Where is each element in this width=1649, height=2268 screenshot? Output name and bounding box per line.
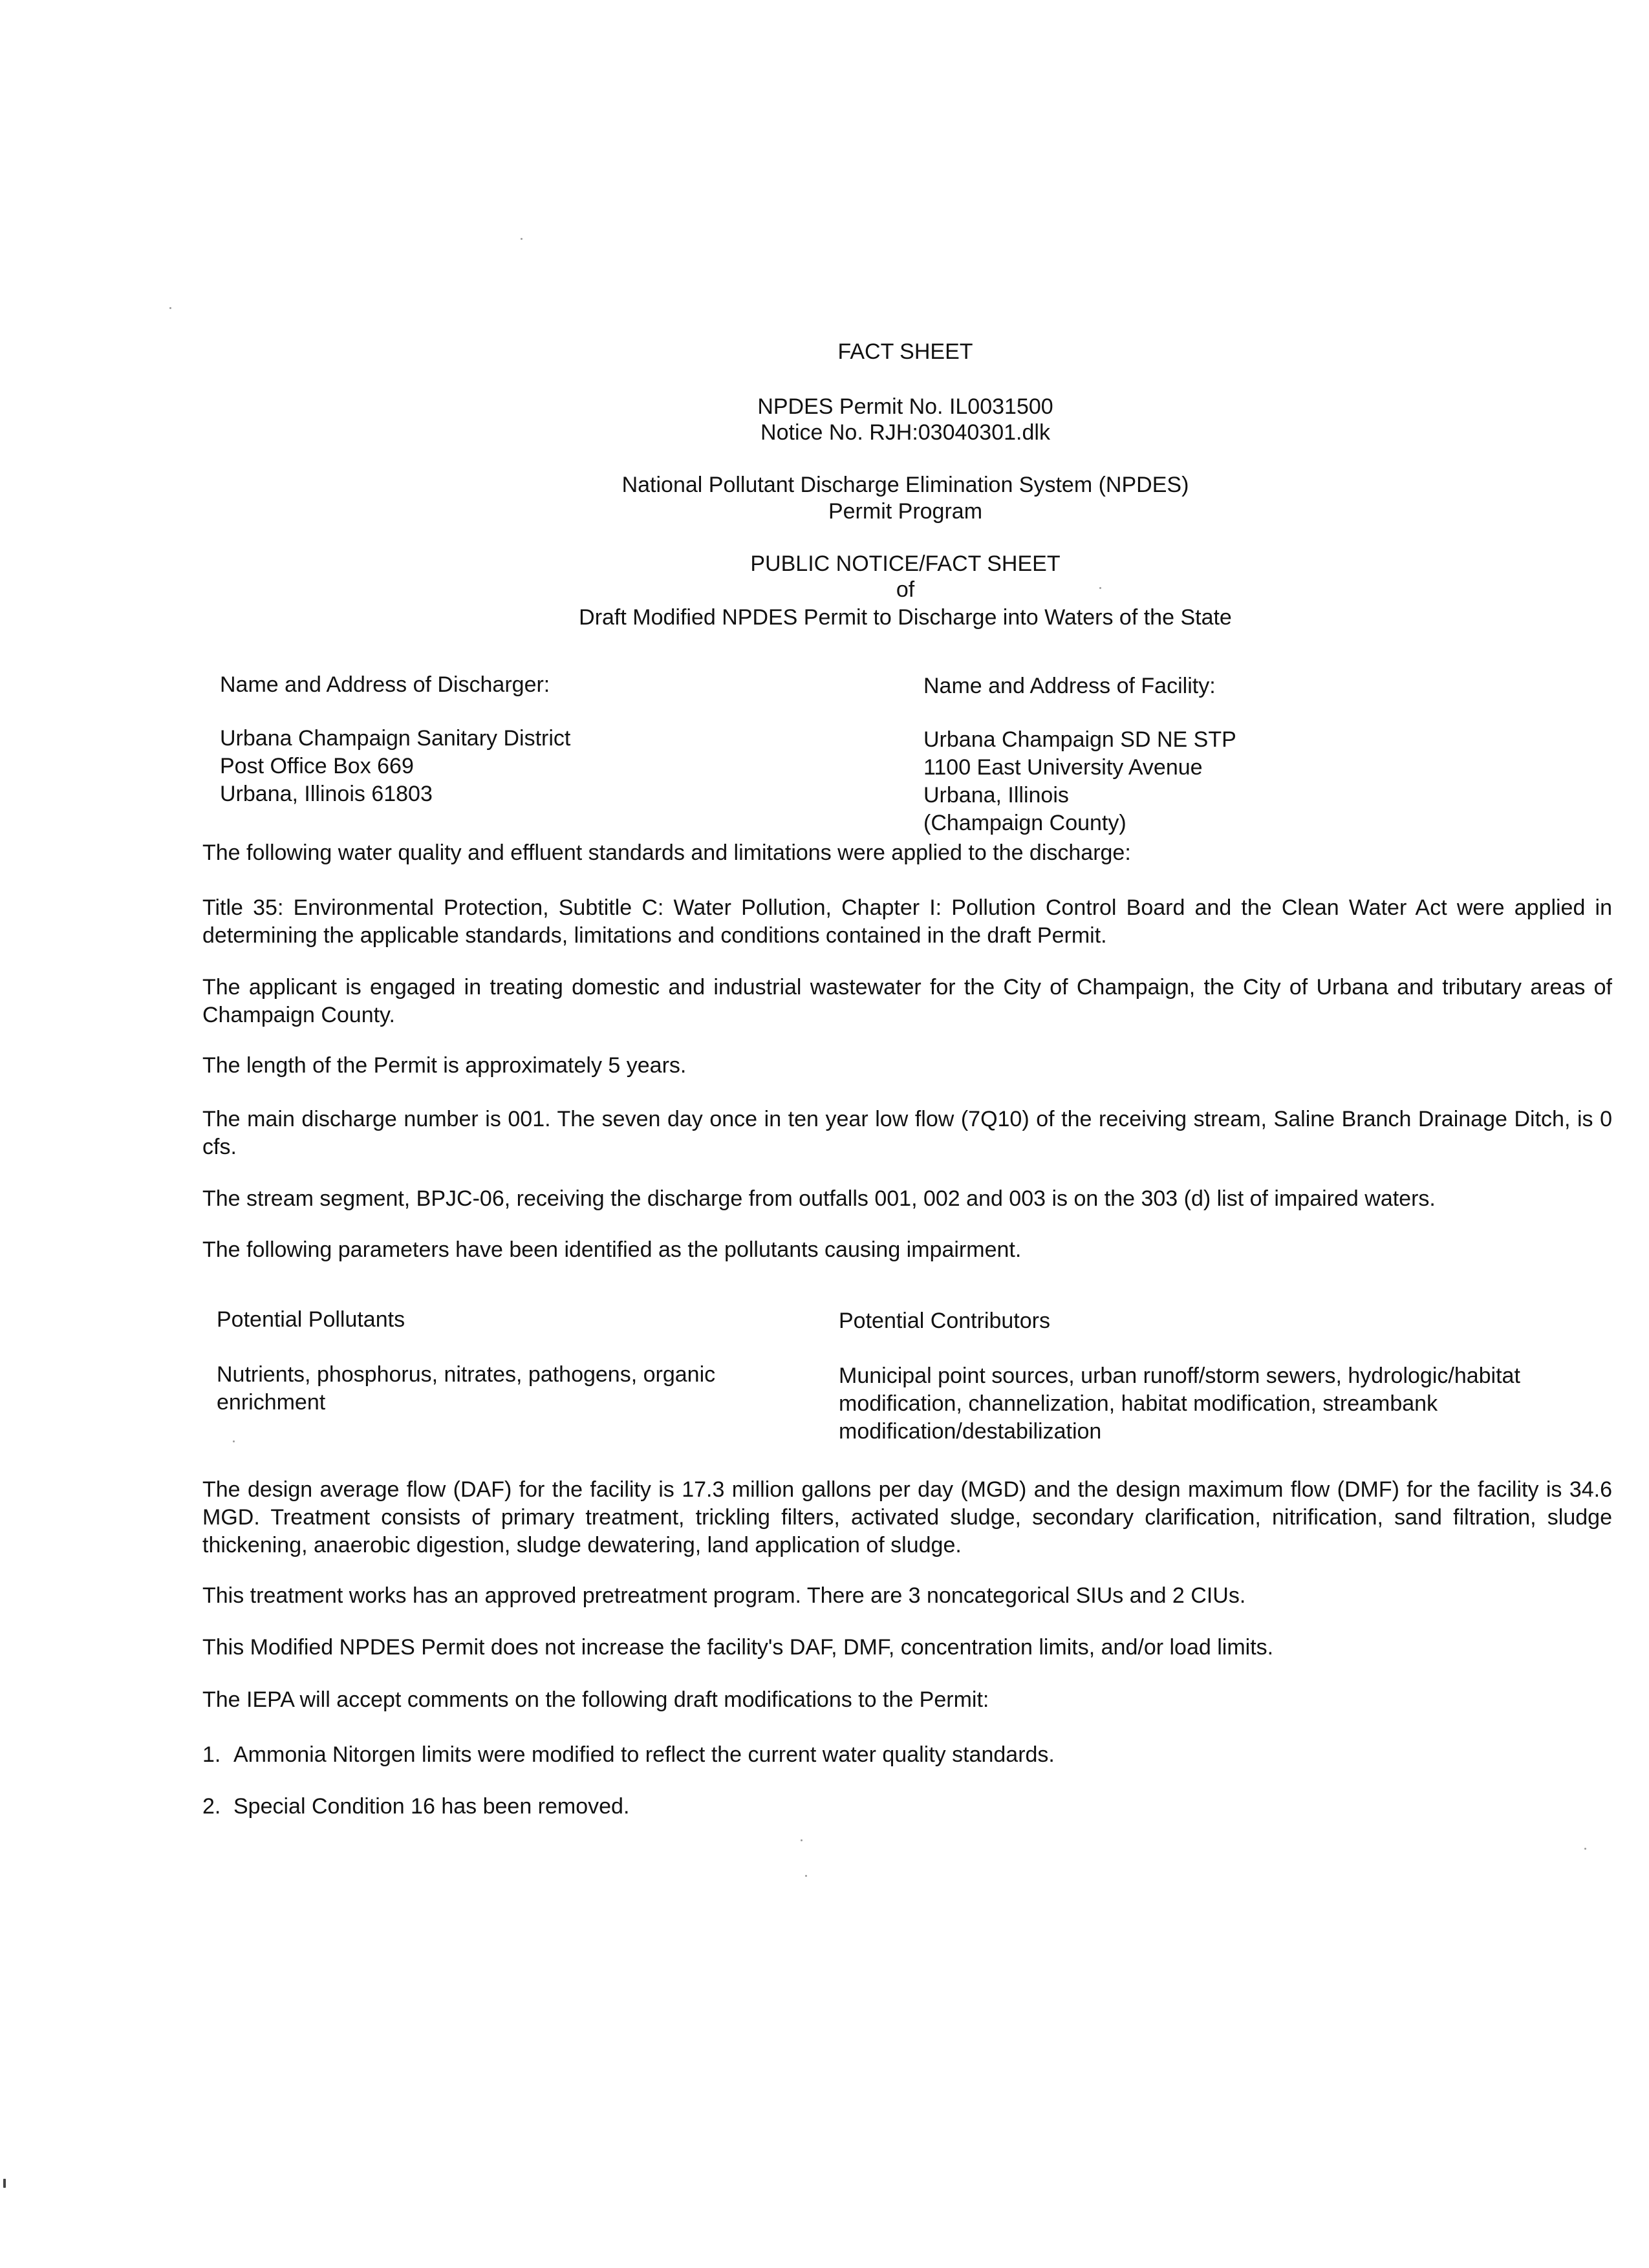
facility-name: Urbana Champaign SD NE STP — [923, 727, 1236, 752]
contributors-line: modification, channelization, habitat modification, streambank — [839, 1391, 1438, 1416]
scan-speck — [1099, 587, 1101, 589]
main-discharge-paragraph: The main discharge number is 001. The seven day once in ten year low flow (7Q10) of the receiving stream, Saline Branch Drainage Ditch, is 0 cfs. — [202, 1107, 1612, 1159]
permit-number: NPDES Permit No. IL0031500 — [757, 394, 1053, 419]
facility-street: 1100 East University Avenue — [923, 755, 1203, 780]
parameters-intro: The following parameters have been identified as the pollutants causing impairment. — [202, 1237, 1022, 1262]
list-number: 1. — [202, 1742, 221, 1767]
applicant-paragraph: The applicant is engaged in treating domestic and industrial wastewater for the City of Champaign, the City of Urbana and tributary areas of Champaign County. — [202, 975, 1612, 1027]
pollutants-header: Potential Pollutants — [217, 1307, 405, 1332]
notice-heading: PUBLIC NOTICE/FACT SHEET — [750, 551, 1061, 576]
facility-address — [923, 672, 1505, 837]
notice-number: Notice No. RJH:03040301.dlk — [760, 420, 1050, 445]
discharger-name: Urbana Champaign Sanitary District — [220, 726, 571, 751]
notice-of: of — [896, 577, 915, 602]
contributors-line: modification/destabilization — [839, 1419, 1102, 1444]
scan-speck — [805, 1875, 807, 1877]
list-number: 2. — [202, 1794, 221, 1819]
list-item — [202, 1741, 1612, 1769]
facility-heading: Name and Address of Facility: — [923, 674, 1216, 698]
pretreatment-paragraph: This treatment works has an approved pretreatment program. There are 3 noncategorical SIUs and 2 CIUs. — [202, 1583, 1246, 1608]
scan-speck — [1584, 1848, 1586, 1850]
program-name: National Pollutant Discharge Elimination System (NPDES) — [621, 473, 1189, 497]
facility-city: Urbana, Illinois — [923, 783, 1069, 808]
contributors-line: Municipal point sources, urban runoff/storm sewers, hydrologic/habitat — [839, 1364, 1520, 1388]
scan-speck — [801, 1839, 803, 1841]
pollutants-line: Nutrients, phosphorus, nitrates, pathogens, organic — [217, 1362, 716, 1387]
standards-intro: The following water quality and effluent standards and limitations were applied to the discharge: — [202, 840, 1131, 865]
program-subtitle: Permit Program — [828, 499, 983, 524]
list-text: Ammonia Nitorgen limits were modified to reflect the current water quality standards. — [233, 1742, 1055, 1767]
comments-intro: The IEPA will accept comments on the following draft modifications to the Permit: — [202, 1687, 989, 1712]
stream-segment-paragraph: The stream segment, BPJC-06, receiving the discharge from outfalls 001, 002 and 003 is on the 303 (d) list of impaired waters. — [202, 1186, 1436, 1211]
facility-county: (Champaign County) — [923, 811, 1126, 835]
discharger-address — [220, 671, 802, 808]
scan-speck — [169, 307, 171, 309]
title35-paragraph: Title 35: Environmental Protection, Subtitle C: Water Pollution, Chapter I: Pollution Control Board and the Clean Water Act were applied in determining the applicable standards, limitations and conditions contained in the draft Permit. — [202, 895, 1612, 948]
page-title: FACT SHEET — [837, 339, 973, 364]
contributors-header: Potential Contributors — [839, 1309, 1050, 1333]
scan-speck — [521, 238, 523, 240]
pollutants-column — [217, 1306, 773, 1417]
discharger-po-box: Post Office Box 669 — [220, 754, 414, 778]
pollutants-line: enrichment — [217, 1390, 326, 1415]
contributors-column — [839, 1307, 1576, 1446]
permit-length: The length of the Permit is approximately 5 years. — [202, 1053, 687, 1078]
list-item — [202, 1793, 1612, 1821]
discharger-city: Urbana, Illinois 61803 — [220, 782, 433, 806]
list-text: Special Condition 16 has been removed. — [233, 1794, 630, 1819]
no-increase-paragraph: This Modified NPDES Permit does not increase the facility's DAF, DMF, concentration limits, and/or load limits. — [202, 1635, 1274, 1660]
notice-subject: Draft Modified NPDES Permit to Discharge into Waters of the State — [579, 605, 1232, 630]
scan-speck — [3, 2179, 6, 2188]
design-flow-paragraph: The design average flow (DAF) for the facility is 17.3 million gallons per day (MGD) and the design maximum flow (DMF) for the facility is 34.6 MGD. Treatment consists of primary treatment, trickling filters, activated sludge, secondary clarification, nitrification, sand filtration, sludge thickening, anaerobic digestion, sludge dewatering, land application of sludge. — [202, 1477, 1612, 1557]
scan-speck — [233, 1440, 235, 1442]
discharger-heading: Name and Address of Discharger: — [220, 672, 550, 697]
